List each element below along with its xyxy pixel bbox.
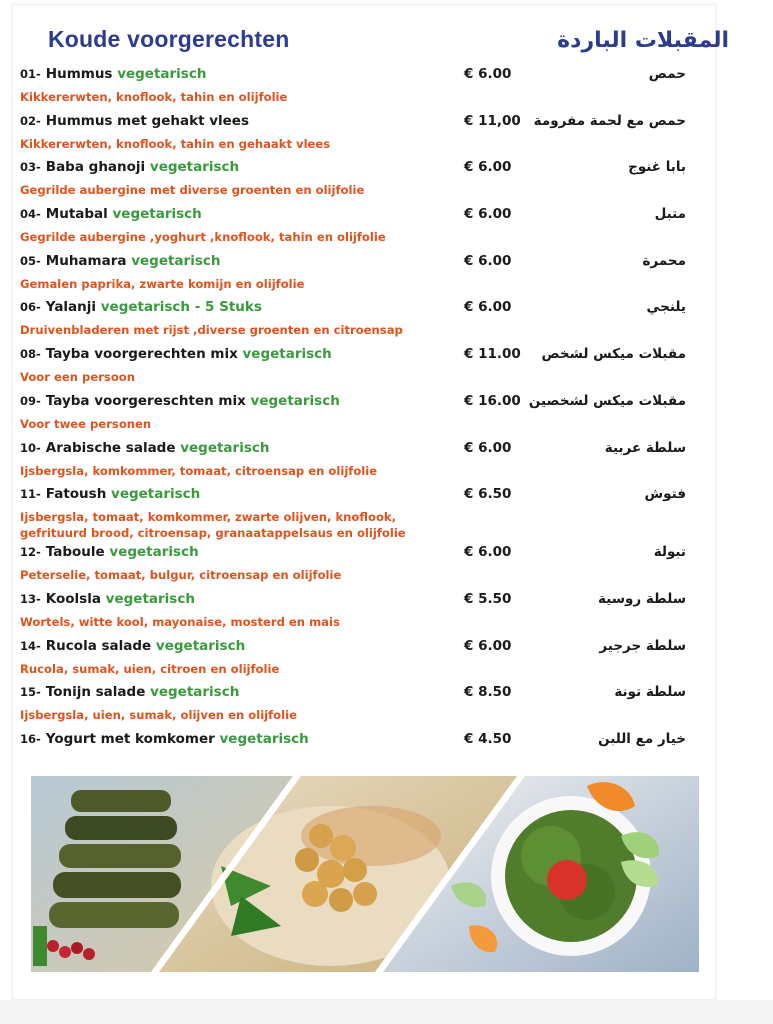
menu-title-dutch: Koude voorgerechten	[48, 26, 290, 52]
menu-item	[20, 113, 700, 160]
item-description: Peterselie, tomaat, bulgur, citroensap en olijfolie	[20, 568, 342, 583]
item-name: Tayba voorgereschten mix	[45, 392, 246, 409]
item-arabic-name: بابا غنوج	[628, 159, 686, 176]
menu-item	[20, 253, 700, 300]
vegetarian-tag: vegetarisch	[109, 544, 199, 561]
vegetarian-tag: vegetarisch	[155, 637, 246, 654]
item-number: 02-	[20, 113, 41, 128]
item-price: € 8.50	[464, 684, 512, 701]
item-arabic-name: متبل	[654, 206, 686, 223]
menu-item	[20, 544, 700, 591]
item-price: € 6.00	[464, 66, 512, 82]
item-number: 03-	[20, 160, 41, 175]
menu-item	[20, 66, 700, 113]
vegetarian-tag: vegetarisch	[219, 730, 309, 747]
item-name: Tayba voorgerechten mix	[45, 346, 238, 363]
item-arabic-name: محمرة	[642, 252, 686, 269]
item-name: Rucola salade	[45, 637, 152, 654]
menu-item	[20, 591, 700, 638]
item-number: 13-	[20, 591, 41, 606]
item-arabic-name: مقبلات ميكس لشخصين	[528, 392, 686, 409]
menu-item	[20, 299, 700, 346]
food-photo-banner	[31, 776, 699, 972]
item-number: 01-	[20, 67, 41, 81]
item-name: Yalanji	[45, 299, 97, 316]
item-description: Ijsbergsla, komkommer, tomaat, citroensap en olijfolie	[20, 463, 378, 478]
item-number: 14-	[20, 638, 41, 653]
item-number: 15-	[20, 685, 41, 700]
item-number: 04-	[20, 207, 41, 222]
item-name: Hummus	[45, 66, 113, 82]
item-description: Druivenbladeren met rijst ,diverse groenten en citroensap	[20, 323, 403, 338]
menu-item	[20, 346, 700, 393]
item-price: € 6.50	[464, 486, 512, 503]
item-number: 08-	[20, 347, 41, 362]
menu-item	[20, 159, 700, 206]
item-description-line-1: Ijsbergsla, tomaat, komkommer, zwarte olijven, knoflook,	[20, 510, 397, 525]
item-number: 06-	[20, 300, 41, 315]
item-arabic-name: تبولة	[653, 544, 686, 561]
item-description: Gegrilde aubergine ,yoghurt ,knoflook, tahin en olijfolie	[20, 230, 386, 245]
vegetarian-tag: vegetarisch	[131, 252, 221, 269]
item-name: Baba ghanoji	[45, 159, 146, 176]
menu-item	[20, 206, 700, 253]
item-arabic-name: سلطة روسية	[598, 590, 686, 607]
item-price: € 16.00	[464, 392, 521, 409]
item-name: Tonijn salade	[45, 684, 146, 701]
food-photo-illustration	[31, 776, 699, 972]
item-name: Yogurt met komkomer	[45, 730, 215, 747]
item-description: Gemalen paprika, zwarte komijn en olijfolie	[20, 276, 305, 291]
item-arabic-name: حمص مع لحمة مفرومة	[533, 112, 686, 129]
item-name: Arabische salade	[45, 439, 176, 456]
vegetarian-tag: vegetarisch - 5 Stuks	[100, 299, 262, 316]
item-arabic-name: يلنجي	[646, 299, 686, 316]
item-name: Koolsla	[45, 590, 101, 607]
menu-item	[20, 440, 700, 487]
item-arabic-name: سلطة عربية	[604, 439, 686, 456]
item-description: Kikkererwten, knoflook, tahin en olijfolie	[20, 90, 288, 104]
item-number: 12-	[20, 545, 41, 560]
item-description: Voor twee personen	[20, 416, 152, 431]
item-price: € 11,00	[464, 112, 521, 129]
vegetarian-tag: vegetarisch	[180, 439, 270, 456]
item-name: Muhamara	[45, 252, 127, 269]
item-arabic-name: فتوش	[644, 486, 686, 503]
item-arabic-name: مقبلات ميكس لشخص	[541, 346, 686, 363]
item-description: Gegrilde aubergine met diverse groenten en olijfolie	[20, 183, 365, 198]
item-price: € 4.50	[464, 730, 512, 747]
item-description	[20, 509, 406, 541]
page-bottom-strip	[0, 1000, 773, 1024]
item-name: Fatoush	[45, 486, 107, 503]
vegetarian-tag: vegetarisch	[150, 684, 240, 701]
item-arabic-name: سلطة تونة	[614, 684, 686, 701]
vegetarian-tag: vegetarisch	[149, 159, 240, 176]
menu-item	[20, 684, 700, 731]
item-price: € 6.00	[464, 637, 512, 654]
vegetarian-tag: vegetarisch	[111, 486, 201, 503]
item-arabic-name: سلطة جرجير	[599, 637, 686, 654]
item-name: Hummus met gehakt vlees	[45, 112, 249, 129]
menu-item	[20, 393, 700, 440]
item-description: Voor een persoon	[20, 370, 136, 385]
item-number: 11-	[20, 487, 41, 502]
item-number: 09-	[20, 393, 41, 408]
item-number: 10-	[20, 440, 41, 455]
item-description: Kikkererwten, knoflook, tahin en gehaakt vlees	[20, 136, 331, 151]
item-description-line-2: gefrituurd brood, citroensap, granaatappelsaus en olijfolie	[20, 526, 406, 541]
menu-title-arabic: المقبلات الباردة	[557, 28, 729, 53]
item-number: 05-	[20, 253, 41, 268]
vegetarian-tag: vegetarisch	[105, 590, 195, 607]
menu-item	[20, 486, 700, 544]
item-price: € 6.00	[464, 252, 512, 269]
item-price: € 6.00	[464, 206, 512, 223]
item-description: Rucola, sumak, uien, citroen en olijfolie	[20, 661, 280, 676]
item-price: € 6.00	[464, 299, 512, 316]
vegetarian-tag: vegetarisch	[242, 346, 332, 363]
item-name: Taboule	[45, 544, 105, 561]
menu-item	[20, 731, 700, 778]
vegetarian-tag: vegetarisch	[250, 392, 340, 409]
item-number: 16-	[20, 731, 41, 746]
item-name: Mutabal	[45, 206, 108, 223]
item-price: € 11.00	[464, 346, 521, 363]
item-description: Wortels, witte kool, mayonaise, mosterd en mais	[20, 614, 340, 629]
item-price: € 5.50	[464, 590, 512, 607]
item-description: Ijsbergsla, uien, sumak, olijven en olijfolie	[20, 708, 297, 723]
item-arabic-name: خيار مع اللبن	[598, 730, 686, 747]
vegetarian-tag: vegetarisch	[117, 66, 207, 82]
menu-list	[20, 66, 700, 778]
item-price: € 6.00	[464, 159, 512, 176]
item-arabic-name: حمص	[648, 66, 686, 82]
menu-item	[20, 638, 700, 685]
vegetarian-tag: vegetarisch	[112, 206, 202, 223]
item-price: € 6.00	[464, 544, 512, 561]
item-price: € 6.00	[464, 439, 512, 456]
